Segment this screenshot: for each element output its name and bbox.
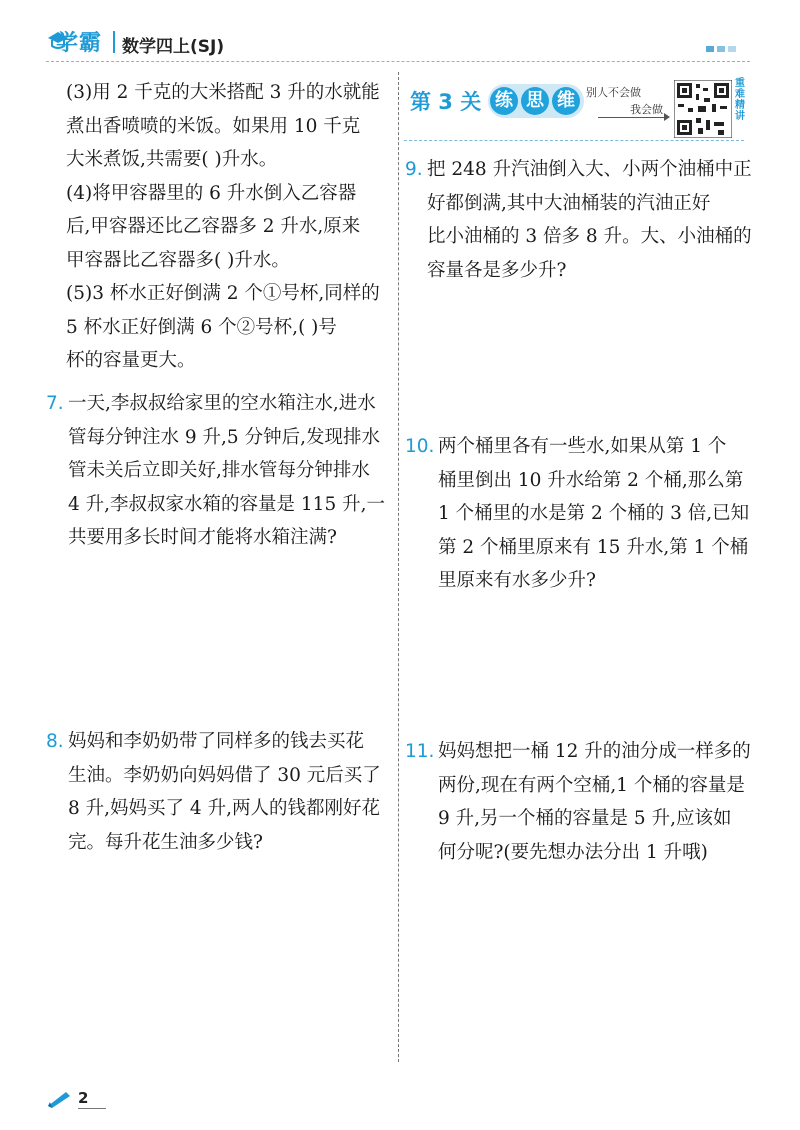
text-line: 桶里倒出 10 升水给第 2 个桶,那么第 [438,469,744,491]
text-line: 第 2 个桶里原来有 15 升水,第 1 个桶 [438,536,749,558]
question-7 [68,387,385,555]
question-8 [68,725,381,859]
question-10-number: 10. [405,436,435,457]
slogan-top: 别人不会做 [586,86,641,99]
text-line: (5)3 杯水正好倒满 2 个①号杯,同样的 [66,283,380,304]
text-line: 管每分钟注水 9 升,5 分钟后,发现排水 [68,426,380,448]
text-line: 共要用多长时间才能将水箱注满? [68,527,337,548]
arrow-right-icon [664,113,670,121]
text-line: 何分呢?(要先想办法分出 1 升哦) [438,841,708,863]
text-line: 后,甲容器还比乙容器多 2 升水,原来 [66,216,361,237]
question-8-number: 8. [46,731,64,752]
question-9-number: 9. [405,159,423,180]
text-line: 4 升,李叔叔家水箱的容量是 115 升,一 [68,493,385,515]
question-9 [427,153,752,287]
text-line: 两份,现在有两个空桶,1 个桶的容量是 [438,774,745,796]
subject-title: 数学四上(SJ) [122,37,225,57]
text-line: 8 升,妈妈买了 4 升,两人的钱都刚好花 [68,798,380,819]
header-decoration [706,46,736,52]
column-divider [398,72,399,1062]
level-char-1: 练 [490,87,518,115]
question-6-continued [66,76,380,378]
question-11-number: 11. [405,741,435,762]
text-line: (4)将甲容器里的 6 升水倒入乙容器 [66,182,357,204]
header-separator [113,31,115,53]
header-rule [46,61,750,63]
text-line: (3)用 2 千克的大米搭配 3 升的水就能 [66,82,380,103]
text-line: 甲容器比乙容器多( )升水。 [66,249,290,271]
question-7-number: 7. [46,393,64,414]
text-line: 生油。李奶奶向妈妈借了 30 元后买了 [68,764,381,786]
level-char-3: 维 [552,87,580,115]
arrow-line [598,117,666,118]
qr-label: 重难精讲 [735,78,745,122]
text-line: 容量各是多少升? [427,259,567,281]
page-number: 2 [78,1089,89,1107]
text-line: 里原来有水多少升? [438,570,596,591]
text-line: 妈妈和李奶奶带了同样多的钱去买花 [68,731,365,752]
text-line: 5 杯水正好倒满 6 个②号杯,( )号 [66,316,337,338]
text-line: 好都倒满,其中大油桶装的汽油正好 [427,192,711,214]
level-char-2: 思 [521,87,549,115]
slogan-bottom: 我会做 [630,103,663,116]
text-line: 把 248 升汽油倒入大、小两个油桶中正 [427,159,752,180]
banner-rule [404,140,744,141]
footer-rule [78,1108,106,1109]
question-11 [438,735,751,869]
text-line: 完。每升花生油多少钱? [68,831,263,853]
level-title: 第 3 关 [410,90,482,114]
qr-code-icon[interactable] [674,80,732,138]
text-line: 杯的容量更大。 [66,350,196,371]
text-line: 管未关后立即关好,排水管每分钟排水 [68,460,370,481]
brand-logo: 学霸 [56,31,103,56]
page-header [0,0,800,70]
text-line: 大米煮饭,共需要( )升水。 [66,149,278,170]
text-line: 煮出香喷喷的米饭。如果用 10 千克 [66,115,361,137]
text-line: 9 升,另一个桶的容量是 5 升,应该如 [438,808,732,829]
text-line: 妈妈想把一桶 12 升的油分成一样多的 [438,741,751,762]
question-10 [438,430,749,598]
text-line: 比小油桶的 3 倍多 8 升。大、小油桶的 [427,226,752,247]
text-line: 两个桶里各有一些水,如果从第 1 个 [438,436,727,457]
pen-icon [46,1088,72,1108]
text-line: 1 个桶里的水是第 2 个桶的 3 倍,已知 [438,503,750,524]
text-line: 一天,李叔叔给家里的空水箱注水,进水 [68,393,376,414]
